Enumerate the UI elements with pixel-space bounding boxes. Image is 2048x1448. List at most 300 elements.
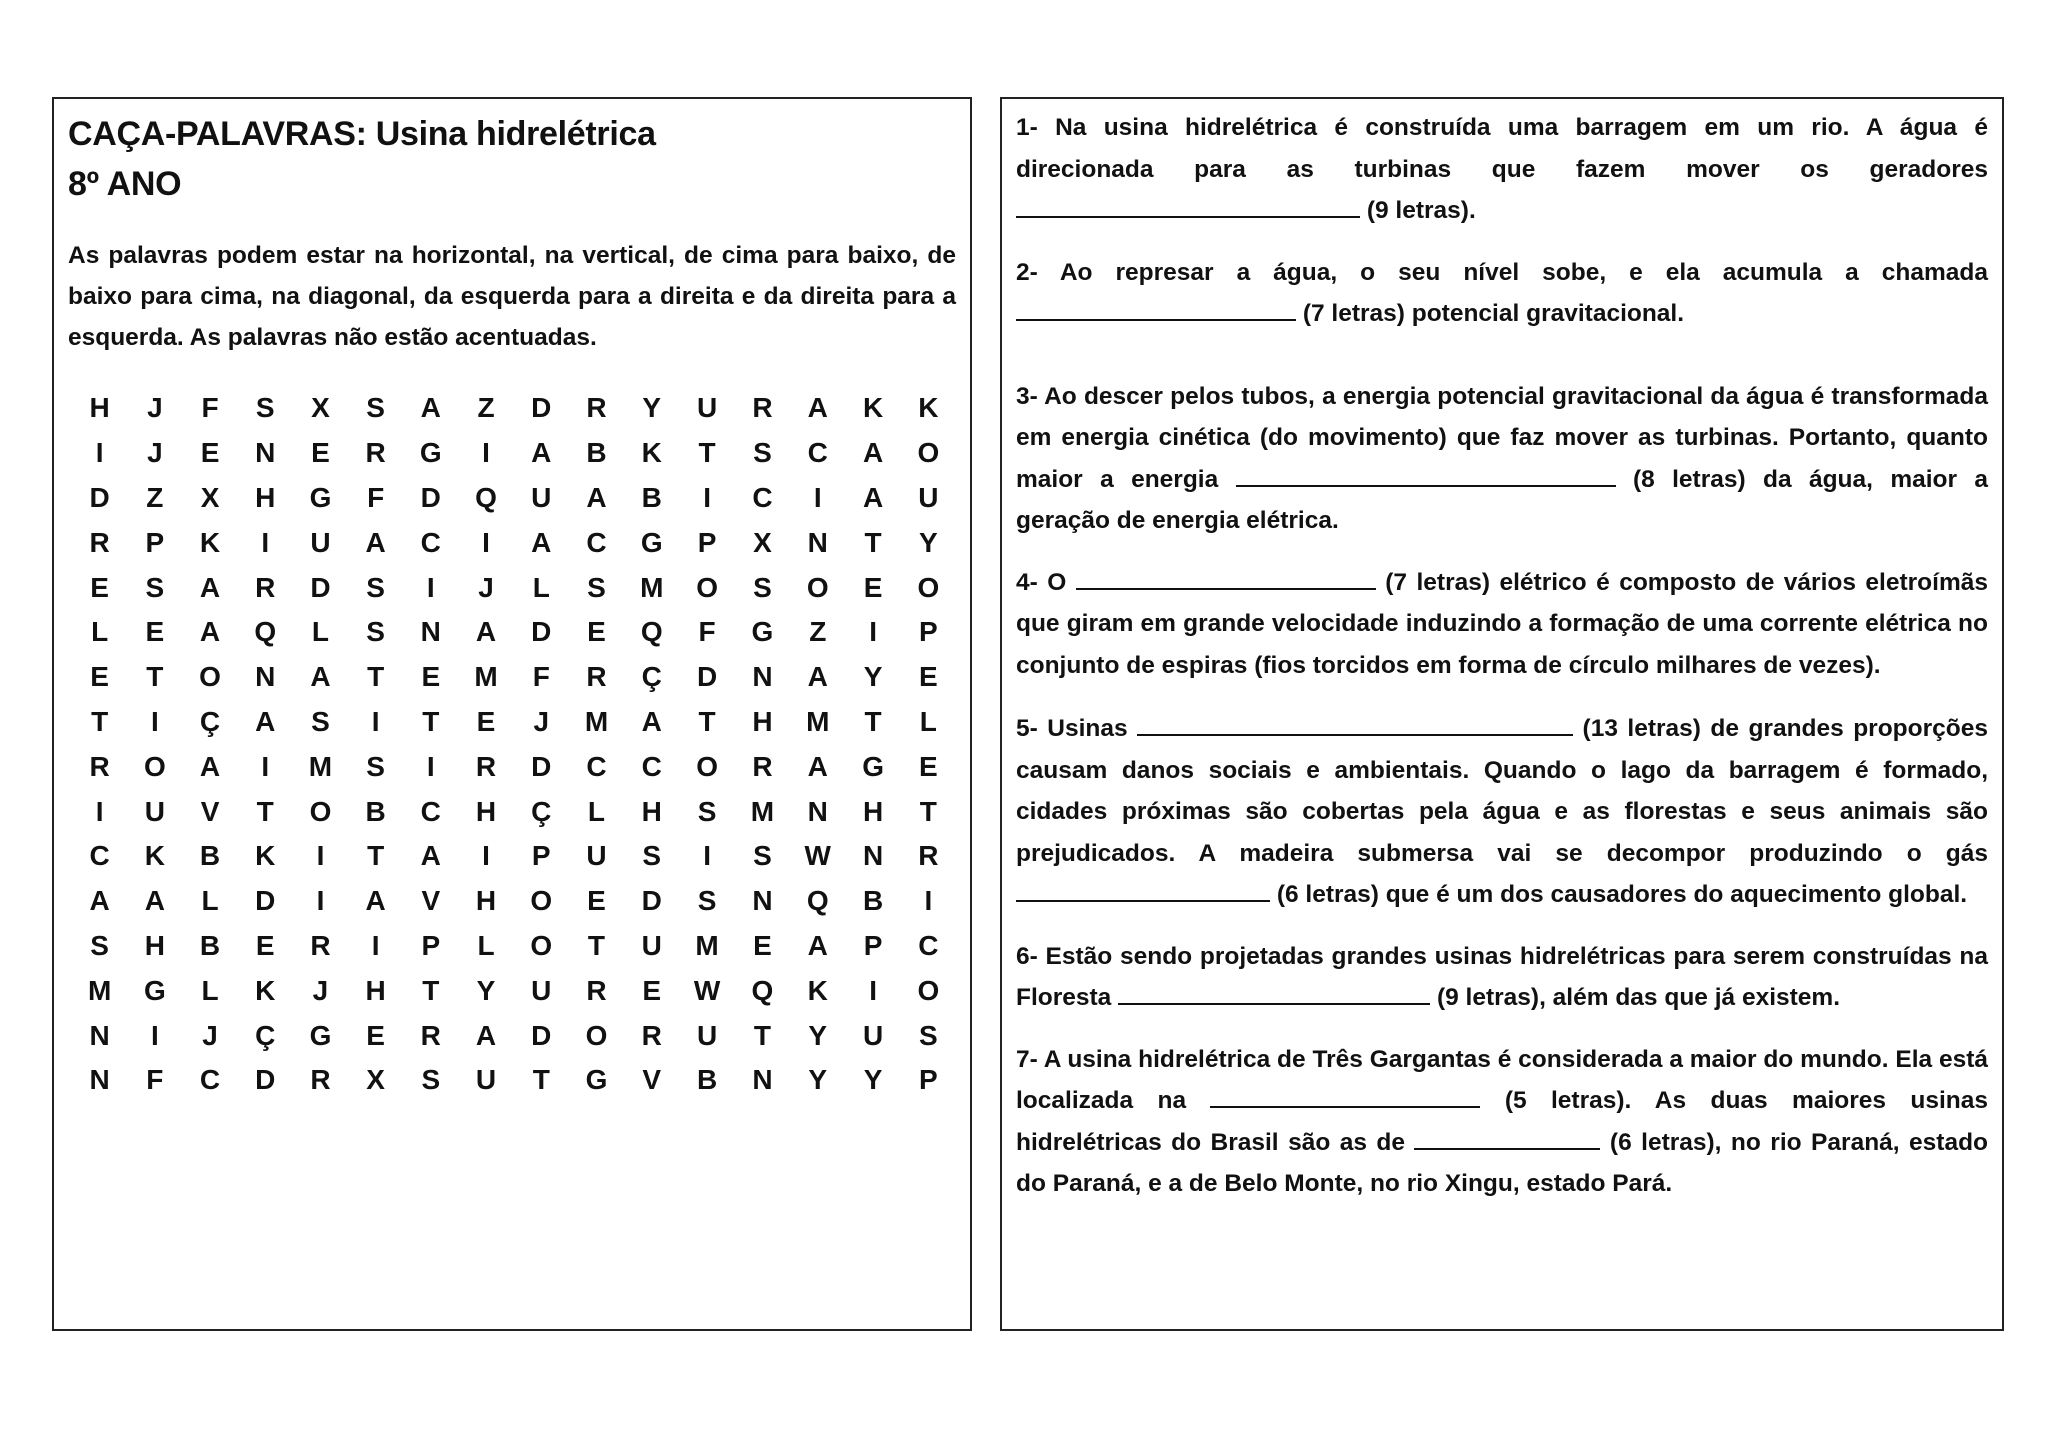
- grid-letter: A: [586, 481, 607, 513]
- grid-letter: G: [143, 974, 166, 1006]
- grid-letter: D: [641, 885, 662, 917]
- question-7-text-2: (5 letras). As duas maiores usinas hidrelétricas do Brasil são as de: [1016, 1087, 1988, 1156]
- grid-letter: E: [642, 974, 662, 1006]
- grid-letter: Z: [146, 481, 164, 513]
- grid-letter: S: [366, 392, 385, 424]
- grid-letter: H: [752, 705, 773, 737]
- grid-letter: R: [420, 1019, 441, 1051]
- grid-letter: S: [255, 392, 275, 424]
- grid-letter: T: [256, 795, 274, 827]
- grid-letter: N: [752, 661, 773, 693]
- grid-letter: A: [89, 885, 110, 917]
- grid-letter: L: [91, 616, 109, 648]
- grid-letter: O: [917, 437, 940, 469]
- answer-blank-7b: [1414, 1126, 1600, 1150]
- grid-letter: Q: [254, 616, 277, 648]
- grid-letter: R: [918, 840, 939, 872]
- grid-letter: X: [366, 1064, 385, 1096]
- grid-letter: O: [199, 661, 221, 693]
- question-4: [1016, 562, 1988, 687]
- grid-letter: U: [310, 526, 331, 558]
- grid-letter: L: [311, 616, 330, 648]
- grid-letter: N: [807, 795, 828, 827]
- grid-letter: U: [586, 840, 607, 872]
- grid-letter: Ç: [199, 705, 221, 737]
- grid-letter: R: [255, 571, 276, 603]
- grid-letter: O: [530, 929, 553, 961]
- grid-letter: I: [95, 795, 104, 827]
- answer-blank-7a: [1210, 1084, 1480, 1108]
- question-5: [1016, 708, 1988, 916]
- grid-letter: C: [641, 750, 662, 782]
- grid-letter: L: [919, 705, 937, 737]
- grid-letter: J: [147, 437, 163, 469]
- grid-row: [72, 968, 956, 1013]
- grid-letter: U: [531, 481, 552, 513]
- grid-letter: M: [474, 661, 498, 693]
- grid-row: [72, 879, 956, 924]
- grid-letter: G: [751, 616, 774, 648]
- grid-letter: A: [365, 885, 386, 917]
- grid-row: [72, 700, 956, 745]
- grid-letter: B: [365, 795, 386, 827]
- grid-letter: E: [918, 661, 938, 693]
- answer-blank-5a: [1137, 712, 1573, 736]
- question-1: [1016, 107, 1988, 232]
- grid-letter: T: [367, 661, 385, 693]
- grid-letter: D: [89, 481, 110, 513]
- grid-row: [72, 789, 956, 834]
- grid-letter: O: [143, 750, 166, 782]
- grid-letter: O: [696, 750, 718, 782]
- grid-letter: H: [862, 795, 884, 827]
- grid-letter: R: [89, 526, 110, 558]
- grid-letter: I: [869, 616, 877, 648]
- grid-row: [72, 1013, 956, 1058]
- grid-letter: D: [531, 616, 552, 648]
- grid-letter: C: [807, 437, 828, 469]
- grid-row: [72, 924, 956, 969]
- grid-letter: R: [89, 750, 110, 782]
- grid-letter: S: [366, 750, 385, 782]
- grid-letter: F: [146, 1064, 164, 1096]
- grid-letter: D: [531, 392, 552, 424]
- grid-letter: A: [199, 571, 221, 603]
- grid-letter: Ç: [641, 661, 662, 693]
- grid-letter: D: [310, 571, 331, 603]
- answer-blank-3: [1236, 463, 1616, 487]
- grid-letter: I: [703, 481, 711, 513]
- grid-letter: H: [89, 392, 110, 424]
- grid-letter: O: [806, 571, 829, 603]
- grid-letter: A: [475, 616, 497, 648]
- grid-letter: E: [255, 929, 275, 961]
- grid-letter: B: [641, 481, 662, 513]
- grid-letter: N: [862, 840, 884, 872]
- grid-letter: H: [475, 885, 497, 917]
- question-5-text-3: (6 letras) que é um dos causadores do aquecimento global.: [1276, 881, 1968, 908]
- instructions-text: As palavras podem estar na horizontal, na vertical, de cima para baixo, de baixo para cima, na diagonal, da esquerda para a direita e da direita para a esquerda. As palavras não estão acentuadas.: [68, 242, 956, 351]
- grid-letter: A: [807, 929, 828, 961]
- answer-blank-1: [1016, 194, 1360, 218]
- answer-blank-2: [1016, 297, 1296, 321]
- grid-letter: F: [367, 481, 385, 513]
- grid-letter: S: [311, 705, 330, 737]
- grid-row: [72, 1058, 956, 1103]
- grid-row: [72, 431, 956, 476]
- grid-letter: Q: [475, 481, 497, 513]
- grid-letter: G: [585, 1064, 608, 1096]
- grid-letter: A: [420, 392, 441, 424]
- grid-letter: Z: [477, 392, 495, 424]
- grid-letter: G: [419, 437, 442, 469]
- grid-letter: L: [477, 929, 495, 961]
- grid-letter: I: [924, 885, 933, 917]
- grid-letter: R: [475, 750, 497, 782]
- grid-letter: H: [475, 795, 497, 827]
- grid-letter: R: [641, 1019, 662, 1051]
- word-search-grid: [72, 386, 956, 1103]
- grid-letter: T: [753, 1019, 771, 1051]
- grid-letter: N: [807, 526, 828, 558]
- grid-letter: H: [255, 481, 276, 513]
- grid-letter: R: [752, 392, 773, 424]
- grid-letter: N: [89, 1019, 110, 1051]
- grid-letter: K: [255, 840, 276, 872]
- grid-letter: L: [587, 795, 606, 827]
- grid-letter: I: [371, 705, 380, 737]
- grid-letter: I: [426, 571, 435, 603]
- grid-letter: A: [807, 661, 828, 693]
- grid-letter: D: [255, 1064, 276, 1096]
- grid-letter: T: [367, 840, 385, 872]
- grid-letter: R: [586, 974, 607, 1006]
- grid-letter: O: [530, 885, 553, 917]
- grid-letter: C: [586, 750, 607, 782]
- grid-letter: S: [366, 571, 385, 603]
- grid-letter: D: [531, 1019, 552, 1051]
- grid-letter: E: [90, 661, 109, 693]
- grid-letter: O: [917, 974, 940, 1006]
- grid-letter: U: [475, 1064, 497, 1096]
- grid-letter: C: [199, 1064, 221, 1096]
- grid-letter: P: [918, 1064, 938, 1096]
- question-4-text: 4- O: [1016, 568, 1067, 596]
- grid-letter: S: [366, 616, 385, 648]
- grid-letter: O: [696, 571, 718, 603]
- grid-letter: I: [482, 437, 490, 469]
- grid-letter: I: [95, 437, 104, 469]
- grid-row: [72, 834, 956, 879]
- grid-letter: R: [586, 392, 607, 424]
- grid-letter: T: [698, 705, 716, 737]
- grid-letter: T: [587, 929, 606, 961]
- grid-letter: E: [200, 437, 220, 469]
- questions-panel: [1000, 97, 2004, 1331]
- grid-letter: M: [806, 705, 830, 737]
- question-2-hint: (7 letras) potencial gravitacional.: [1302, 300, 1685, 327]
- grid-letter: E: [587, 616, 606, 648]
- grid-row: [72, 565, 956, 610]
- grid-letter: T: [919, 795, 937, 827]
- grid-letter: N: [255, 437, 276, 469]
- grid-letter: H: [144, 929, 165, 961]
- grid-letter: S: [918, 1019, 938, 1051]
- grid-letter: A: [641, 705, 662, 737]
- grid-letter: A: [475, 1019, 497, 1051]
- grid-letter: I: [316, 885, 325, 917]
- grid-letter: Y: [808, 1064, 828, 1096]
- question-3-text: 3- Ao descer pelos tubos, a energia potencial gravitacional da água é transformada em energia cinética (do movimento) que faz mover as turbinas. Portanto, quanto maior a energia: [1016, 382, 1988, 493]
- grid-letter: U: [144, 795, 165, 827]
- grid-letter: I: [261, 750, 270, 782]
- grid-letter: O: [309, 795, 332, 827]
- grid-letter: M: [308, 750, 333, 782]
- grid-letter: A: [420, 840, 441, 872]
- grid-letter: J: [312, 974, 329, 1006]
- grid-letter: P: [697, 526, 717, 558]
- grid-letter: M: [584, 705, 609, 737]
- grid-letter: J: [202, 1019, 218, 1051]
- grid-letter: T: [91, 705, 109, 737]
- grid-letter: Q: [806, 885, 829, 917]
- grid-letter: B: [862, 885, 884, 917]
- grid-letter: I: [371, 929, 380, 961]
- grid-row: [72, 610, 956, 655]
- grid-letter: A: [807, 392, 828, 424]
- grid-letter: T: [532, 1064, 550, 1096]
- grid-letter: P: [863, 929, 883, 961]
- grid-letter: X: [311, 392, 330, 424]
- grid-letter: U: [862, 1019, 884, 1051]
- grid-letter: K: [807, 974, 828, 1006]
- grid-letter: E: [753, 929, 772, 961]
- grid-letter: T: [422, 974, 440, 1006]
- grid-letter: G: [862, 750, 884, 782]
- grid-letter: G: [309, 1019, 332, 1051]
- grid-letter: N: [89, 1064, 110, 1096]
- grid-letter: S: [753, 437, 772, 469]
- grid-letter: K: [641, 437, 662, 469]
- grid-letter: G: [640, 526, 663, 558]
- grid-letter: R: [310, 1064, 331, 1096]
- grid-letter: L: [201, 974, 219, 1006]
- grid-letter: Y: [808, 1019, 828, 1051]
- grid-letter: B: [586, 437, 607, 469]
- grid-letter: I: [426, 750, 435, 782]
- grid-letter: M: [87, 974, 112, 1006]
- grid-letter: H: [641, 795, 662, 827]
- grid-letter: R: [586, 661, 607, 693]
- grid-letter: J: [478, 571, 494, 603]
- grid-letter: S: [753, 840, 772, 872]
- grid-letter: X: [200, 481, 220, 513]
- grid-row: [72, 655, 956, 700]
- grid-letter: E: [421, 661, 441, 693]
- grid-letter: U: [531, 974, 552, 1006]
- grid-letter: I: [150, 705, 159, 737]
- grid-letter: A: [199, 616, 221, 648]
- question-5-text: 5- Usinas: [1016, 715, 1128, 742]
- question-2-text: 2- Ao represar a água, o seu nível sobe, e ela acumula a chamada: [1016, 258, 1988, 286]
- grid-letter: L: [201, 885, 219, 917]
- grid-letter: K: [144, 840, 165, 872]
- question-1-text: 1- Na usina hidrelétrica é construída uma barragem em um rio. A água é direcionada para as turbinas que fazem mover os geradores: [1016, 114, 1988, 183]
- grid-letter: M: [695, 929, 719, 961]
- grid-letter: N: [255, 661, 276, 693]
- grid-letter: C: [420, 526, 441, 558]
- question-6-hint: (9 letras), além das que já existem.: [1436, 984, 1841, 1011]
- grid-letter: N: [752, 885, 773, 917]
- grid-letter: I: [703, 840, 711, 872]
- grid-letter: F: [201, 392, 219, 424]
- grid-letter: P: [918, 616, 938, 648]
- question-4-hint: (7 letras) elétrico é composto de vários eletroímãs que giram em grande velocidade induzindo a formação de uma corrente elétrica no conjunto de espiras (fios torcidos em forma de círculo milhares de vezes).: [1016, 568, 1988, 679]
- grid-letter: Y: [476, 974, 496, 1006]
- grid-letter: I: [316, 840, 325, 872]
- grid-letter: A: [807, 750, 828, 782]
- grid-letter: Q: [751, 974, 774, 1006]
- grid-letter: C: [420, 795, 441, 827]
- question-6-text: 6- Estão sendo projetadas grandes usinas hidrelétricas para serem construídas na Floresta: [1016, 942, 1988, 1011]
- grid-row: [72, 476, 956, 521]
- grid-letter: K: [255, 974, 276, 1006]
- grid-letter: E: [476, 705, 496, 737]
- grid-letter: W: [804, 840, 831, 872]
- question-3: [1016, 376, 1988, 542]
- page-title: CAÇA-PALAVRAS: Usina hidrelétrica: [68, 115, 656, 153]
- grid-letter: M: [750, 795, 775, 827]
- grid-letter: A: [862, 481, 884, 513]
- grid-letter: Z: [809, 616, 827, 648]
- grid-letter: O: [585, 1019, 608, 1051]
- grid-row: [72, 744, 956, 789]
- grid-letter: V: [200, 795, 220, 827]
- grid-letter: B: [199, 929, 221, 961]
- grid-letter: Y: [918, 526, 938, 558]
- grid-letter: A: [862, 437, 884, 469]
- grid-letter: K: [918, 392, 939, 424]
- grid-letter: K: [199, 526, 221, 558]
- answer-blank-5b: [1016, 878, 1270, 902]
- grid-letter: S: [90, 929, 109, 961]
- grid-letter: P: [531, 840, 551, 872]
- grid-letter: L: [532, 571, 550, 603]
- grid-letter: Q: [640, 616, 663, 648]
- grid-letter: A: [531, 526, 552, 558]
- grid-letter: K: [862, 392, 884, 424]
- grid-letter: Ç: [531, 795, 552, 827]
- grid-letter: U: [918, 481, 939, 513]
- grid-letter: I: [869, 974, 877, 1006]
- grid-letter: D: [531, 750, 552, 782]
- grid-letter: V: [421, 885, 441, 917]
- grid-letter: S: [697, 795, 717, 827]
- grid-letter: U: [641, 929, 662, 961]
- grid-letter: J: [147, 392, 163, 424]
- grade-label: 8º ANO: [68, 165, 182, 203]
- grid-letter: U: [696, 392, 718, 424]
- grid-letter: E: [145, 616, 165, 648]
- grid-row: [72, 386, 956, 431]
- grid-letter: S: [642, 840, 662, 872]
- answer-blank-6: [1118, 981, 1430, 1005]
- grid-letter: Y: [863, 661, 883, 693]
- grid-letter: S: [421, 1064, 441, 1096]
- grid-letter: Y: [863, 1064, 883, 1096]
- grid-letter: N: [752, 1064, 773, 1096]
- grid-letter: F: [532, 661, 550, 693]
- grid-letter: I: [150, 1019, 159, 1051]
- grid-letter: M: [640, 571, 664, 603]
- grid-letter: C: [918, 929, 939, 961]
- grid-letter: E: [863, 571, 883, 603]
- grid-letter: A: [199, 750, 221, 782]
- grid-letter: R: [310, 929, 331, 961]
- grid-letter: S: [145, 571, 165, 603]
- grid-letter: O: [917, 571, 940, 603]
- question-7-text: 7- A usina hidrelétrica de Três Gargantas é considerada a maior do mundo. Ela está localizada na: [1016, 1045, 1988, 1114]
- grid-letter: I: [482, 840, 490, 872]
- grid-letter: E: [311, 437, 330, 469]
- grid-letter: A: [255, 705, 276, 737]
- grid-letter: H: [365, 974, 386, 1006]
- grid-letter: S: [697, 885, 717, 917]
- grid-letter: C: [586, 526, 607, 558]
- grid-letter: Y: [642, 392, 662, 424]
- grid-letter: B: [696, 1064, 718, 1096]
- grid-letter: P: [145, 526, 165, 558]
- grid-letter: G: [309, 481, 332, 513]
- grid-letter: T: [422, 705, 440, 737]
- grid-letter: F: [698, 616, 716, 648]
- grid-letter: W: [693, 974, 721, 1006]
- grid-letter: B: [199, 840, 221, 872]
- grid-letter: D: [255, 885, 276, 917]
- grid-letter: D: [420, 481, 441, 513]
- question-7: [1016, 1039, 1988, 1205]
- question-6: [1016, 936, 1988, 1019]
- grid-letter: D: [696, 661, 718, 693]
- grid-letter: S: [587, 571, 606, 603]
- word-search-panel: [52, 97, 972, 1331]
- question-2: [1016, 252, 1988, 335]
- grid-letter: N: [420, 616, 441, 648]
- grid-letter: A: [310, 661, 331, 693]
- grid-letter: T: [146, 661, 164, 693]
- question-7-text-3: (6 letras), no rio Paraná, estado do Paraná, e a de Belo Monte, no rio Xingu, estado Pará.: [1016, 1128, 1988, 1197]
- grid-letter: C: [89, 840, 110, 872]
- grid-letter: T: [864, 705, 882, 737]
- grid-letter: A: [144, 885, 165, 917]
- grid-letter: I: [482, 526, 490, 558]
- grid-letter: E: [366, 1019, 385, 1051]
- grid-letter: S: [753, 571, 772, 603]
- grid-letter: Ç: [255, 1019, 276, 1051]
- grid-letter: A: [531, 437, 552, 469]
- grid-letter: R: [365, 437, 386, 469]
- grid-letter: X: [753, 526, 772, 558]
- question-3-hint: (8 letras) da água, maior a geração de energia elétrica.: [1016, 465, 1989, 534]
- grid-letter: P: [421, 929, 441, 961]
- grid-letter: A: [365, 526, 386, 558]
- grid-letter: J: [533, 705, 550, 737]
- grid-letter: I: [813, 481, 822, 513]
- grid-letter: C: [752, 481, 773, 513]
- grid-letter: R: [752, 750, 773, 782]
- question-1-hint: (9 letras).: [1366, 197, 1476, 224]
- grid-letter: E: [90, 571, 109, 603]
